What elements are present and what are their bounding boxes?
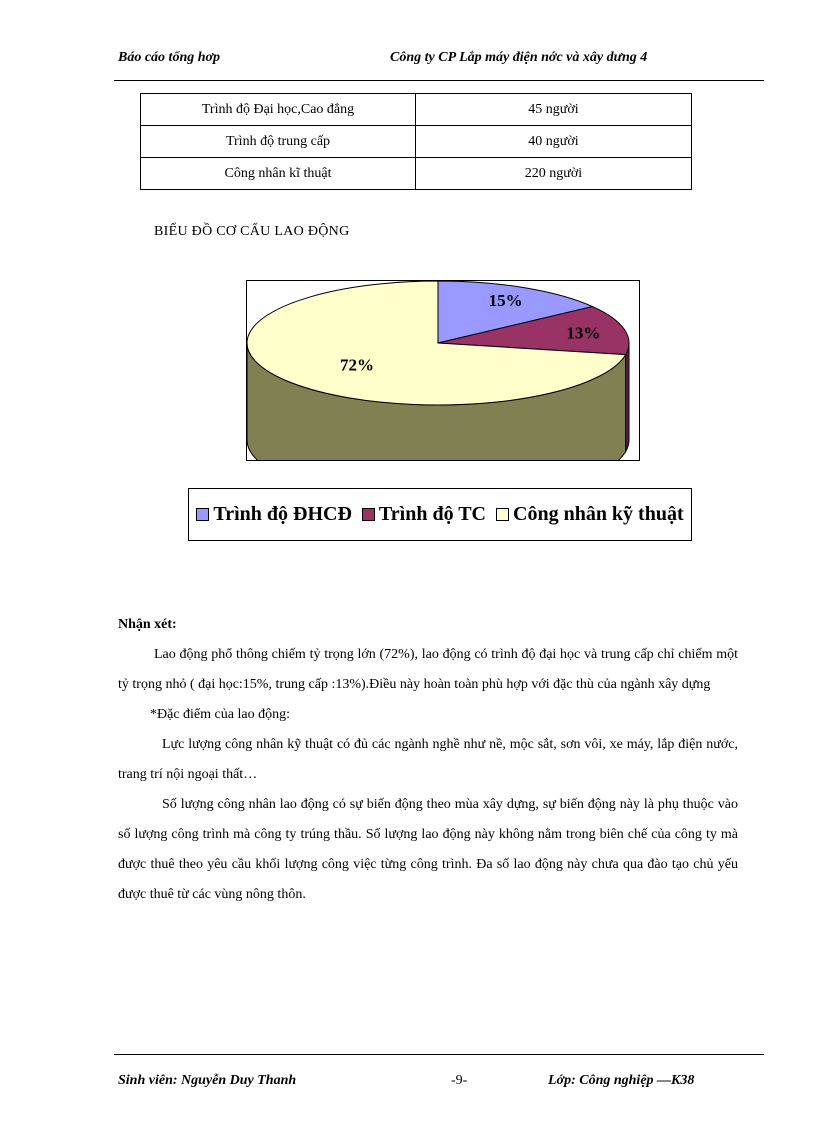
table-cell-label: Công nhân kĩ thuật <box>141 158 416 190</box>
page-number: -9- <box>451 1073 468 1088</box>
paragraph: *Đặc điểm của lao động: <box>150 707 290 722</box>
legend-label: Trình độ TC <box>378 503 486 525</box>
legend-label: Trình độ ĐHCĐ <box>213 503 352 525</box>
header-left: Báo cáo tổng hơp <box>118 50 221 65</box>
page-header <box>118 50 764 70</box>
body-text <box>118 610 738 910</box>
paragraph: Lực lượng công nhân kỹ thuật có đủ các ngành nghề như nề, mộc sắt, sơn vôi, xe máy, lắp điện nước, trang trí nội ngoại thất… <box>118 737 738 782</box>
footer-student: Sinh viên: Nguyễn Duy Thanh <box>118 1073 297 1088</box>
legend-item <box>362 503 486 526</box>
legend-label: Công nhân kỹ thuật <box>513 503 684 525</box>
header-right: Công ty CP Lắp máy điện nớc và xây dưng 4 <box>390 50 648 65</box>
header-rule <box>114 80 764 81</box>
footer-class: Lớp: Công nghiệp —K38 <box>548 1073 695 1088</box>
legend-item <box>196 503 352 526</box>
table-row <box>141 94 692 126</box>
legend-swatch-tc <box>362 508 375 521</box>
legend-swatch-cnkt <box>496 508 509 521</box>
page-footer <box>118 1073 764 1093</box>
table-row <box>141 126 692 158</box>
paragraph: Lao động phổ thông chiếm tỷ trọng lớn (72%), lao động có trình độ đại học và trung cấp chỉ chiếm một tỷ trọng nhỏ ( đại học:15%, trung cấp :13%).Điều này hoàn toàn phù hợp với đặc thù của ngành xây dựng <box>118 647 738 692</box>
chart-title: BIỂU ĐỒ CƠ CẤU LAO ĐỘNG <box>154 224 350 239</box>
pie-slice-side <box>626 343 629 452</box>
table-row <box>141 158 692 190</box>
table-cell-label: Trình độ Đại học,Cao đẳng <box>141 94 416 126</box>
pie-chart-frame <box>246 280 640 461</box>
pie-chart <box>247 281 639 460</box>
pie-data-label: 13% <box>566 323 601 343</box>
footer-rule <box>114 1054 764 1055</box>
chart-legend <box>188 488 692 541</box>
pie-data-label: 15% <box>488 290 523 310</box>
legend-swatch-dhcd <box>196 508 209 521</box>
labor-table <box>140 93 692 190</box>
legend-item <box>496 503 684 526</box>
table-cell-label: Trình độ trung cấp <box>141 126 416 158</box>
section-heading: Nhận xét: <box>118 617 177 632</box>
table-cell-value: 220 người <box>416 158 692 190</box>
table-cell-value: 45 người <box>416 94 692 126</box>
table-cell-value: 40 người <box>416 126 692 158</box>
paragraph: Số lượng công nhân lao động có sự biến động theo mùa xây dựng, sự biến động này là phụ thuộc vào số lượng công trình mà công ty trúng thầu. Số lượng lao động này không nằm trong biên chế của công ty mà được thuê theo yêu cầu khối lượng công việc từng công trình. Đa số lao động này chưa qua đào tạo chủ yếu được thuê từ các vùng nông thôn. <box>118 797 738 902</box>
pie-data-label: 72% <box>340 355 375 375</box>
